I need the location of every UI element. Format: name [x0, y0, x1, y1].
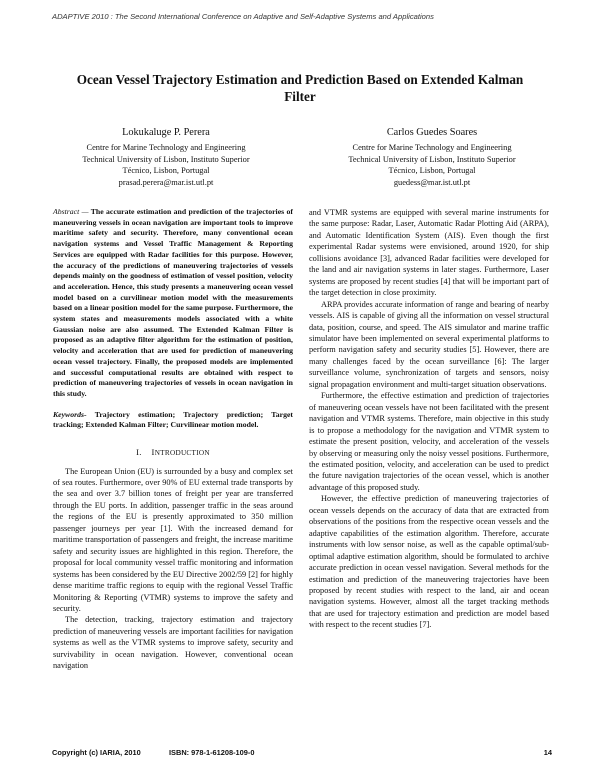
- footer-isbn: ISBN: 978-1-61208-109-0: [169, 748, 255, 757]
- section-title-initial: I: [151, 447, 155, 458]
- keywords-text: Trajectory estimation; Trajectory prediction; Target tracking; Extended Kalman Filter; Curvilinear motion model.: [53, 409, 293, 430]
- left-column: [53, 207, 293, 672]
- abstract-text: The accurate estimation and prediction of the trajectories of maneuvering vessels in ocean navigation are important tools to improve maritime safety and security. Therefore, many conventional ocean navigation systems and Vessel Traffic Management & Reporting Services are equipped with Radar facilities for this purpose. However, the accuracy of the predictions of maneuvering trajectories of vessels depends mainly on the goodness of estimation of vessel position, velocity and acceleration. Hence, this study presents a maneuvering ocean vessel model based on a curvilinear motion model with the measurements based on a linear position model for the same purpose. Furthermore, the system states and measurements models associated with a white Gaussian noise are also assumed. The Extended Kalman Filter is proposed as an adaptive filter algorithm for the estimation of position, velocity and acceleration that are used for prediction of maneuvering ocean vessel trajectory. Finally, the proposed models are implemented and successful computational results are obtained with respect to prediction of maneuvering trajectories of vessels in ocean navigation in this study.: [53, 207, 293, 398]
- author-affiliation: Centre for Marine Technology and Engineering: [86, 143, 246, 152]
- author-affiliation: Technical University of Lisbon, Instituto Superior: [348, 154, 516, 164]
- section-title-rest: NTRODUCTION: [154, 449, 210, 458]
- body-paragraph: Furthermore, the effective estimation and prediction of trajectories of maneuvering ocean vessels have not been facilitated with the present navigation and VTMR systems. Therefore, main objective in this study is to propose a methodology for the navigation and VTMR system to estimate the present position, velocity, and acceleration of the vessels by observing or measuring only the noisy vessel positions. Furthermore, the estimated position, velocity, and acceleration can be used to predict the future navigation trajectories of the ocean vessel, which is another advantage of this proposed study.: [309, 391, 549, 492]
- abstract: [53, 207, 293, 400]
- author-block-1: [46, 126, 286, 188]
- author-name: Carlos Guedes Soares: [386, 127, 478, 138]
- page-footer: [52, 748, 552, 760]
- author-email: prasad.perera@mar.ist.utl.pt: [118, 177, 214, 187]
- body-paragraph: However, the effective prediction of maneuvering trajectories of ocean vessels depends on the accuracy of data that are extracted from observations of the positions from the respective ocean vessels and the adaptive capabilities of the estimation algorithm. Therefore, accurate instruments with low sensor noise, as well as the capable optimal/sub-optimal adaptive estimation algorithm, should be formulated to archive accurate prediction in ocean vessel navigation. Several methods for the estimation and prediction of the maneuvering trajectories have been proposed by recent studies with respect to the land, air and ocean navigation systems. However, almost all the target tracking methods that are used for trajectory estimation and prediction are model based with respect to the recent studies [7].: [309, 494, 549, 630]
- paper-title: Ocean Vessel Trajectory Estimation and Prediction Based on Extended Kalman Filter: [76, 72, 524, 104]
- body-paragraph: The detection, tracking, trajectory estimation and trajectory prediction of maneuvering vessels are important facilities for navigation systems as well as the VTMR systems to improve safety, security and survivability in ocean navigation. However, conventional ocean navigation: [53, 615, 293, 671]
- keywords: [53, 410, 293, 431]
- author-name: Lokukaluge P. Perera: [122, 127, 210, 138]
- section-number: I.: [136, 447, 142, 458]
- abstract-label: Abstract —: [53, 207, 89, 216]
- body-paragraph: and VTMR systems are equipped with several marine instruments for the same purpose: Radar, Laser, Automatic Radar Plotting Aid (ARPA), and Automatic Identification System (AIS). Even though the first experimental Radar systems were envisioned, around 1920, for ship collisions avoidance [3], advanced Radar facilities were developed for the land and air navigation systems in later stages. Furthermore, Laser systems are proposed by recent studies [4] that will be important part of the target detection in close proximity.: [309, 208, 549, 298]
- author-affiliation: Technical University of Lisbon, Instituto Superior: [82, 154, 250, 164]
- body-paragraph: ARPA provides accurate information of range and bearing of nearby vessels. AIS is capable of giving all the information on vessel structural data, position, course, and speed. The AIS simulator and marine traffic simulator have been implemented on several experimental platforms to perform navigation safety and security studies [5]. However, there are many challenges faced by the ocean surveillance [6]: The larger surveillance volume, synchronization of targets and sensors, noisy signal propagation environment and multi-target situation observations.: [309, 299, 549, 389]
- keywords-label: Keywords-: [53, 409, 87, 419]
- page-number: 14: [543, 748, 552, 757]
- footer-copyright: Copyright (c) IARIA, 2010: [52, 748, 141, 757]
- author-block-2: [312, 126, 552, 188]
- author-affiliation: Centre for Marine Technology and Engineering: [352, 143, 512, 152]
- author-email: guedess@mar.ist.utl.pt: [393, 177, 471, 187]
- body-paragraph: The European Union (EU) is surrounded by a busy and complex set of sea routes. Furthermore, over 90% of EU external trade transports by the sea and over 3.7 billion tones of freight per year are transferred through the EU ports. In addition, passenger traffic in the seas around the regions of the EU is presently approximated to 350 million passenger journeys per year [1]. With the increased demand for maritime transportation of passengers and freight, the increase maritime safety and security issues are highlighted in this region. Therefore, the proposal for local community vessel traffic monitoring and information systems has been considered by the EU Directive 2002/59 [2] for highly dense maritime traffic regions to equip with the regional Vessel Traffic Monitoring & Reporting (VTMR) systems to improve the safety and security.: [53, 466, 293, 613]
- section-heading-introduction: [53, 447, 293, 459]
- right-column: [309, 207, 549, 631]
- author-location: Técnico, Lisbon, Portugal: [388, 166, 476, 175]
- conference-header: ADAPTIVE 2010 : The Second International Conference on Adaptive and Self-Adaptive Systems and Applications: [52, 12, 434, 21]
- author-location: Técnico, Lisbon, Portugal: [122, 166, 210, 175]
